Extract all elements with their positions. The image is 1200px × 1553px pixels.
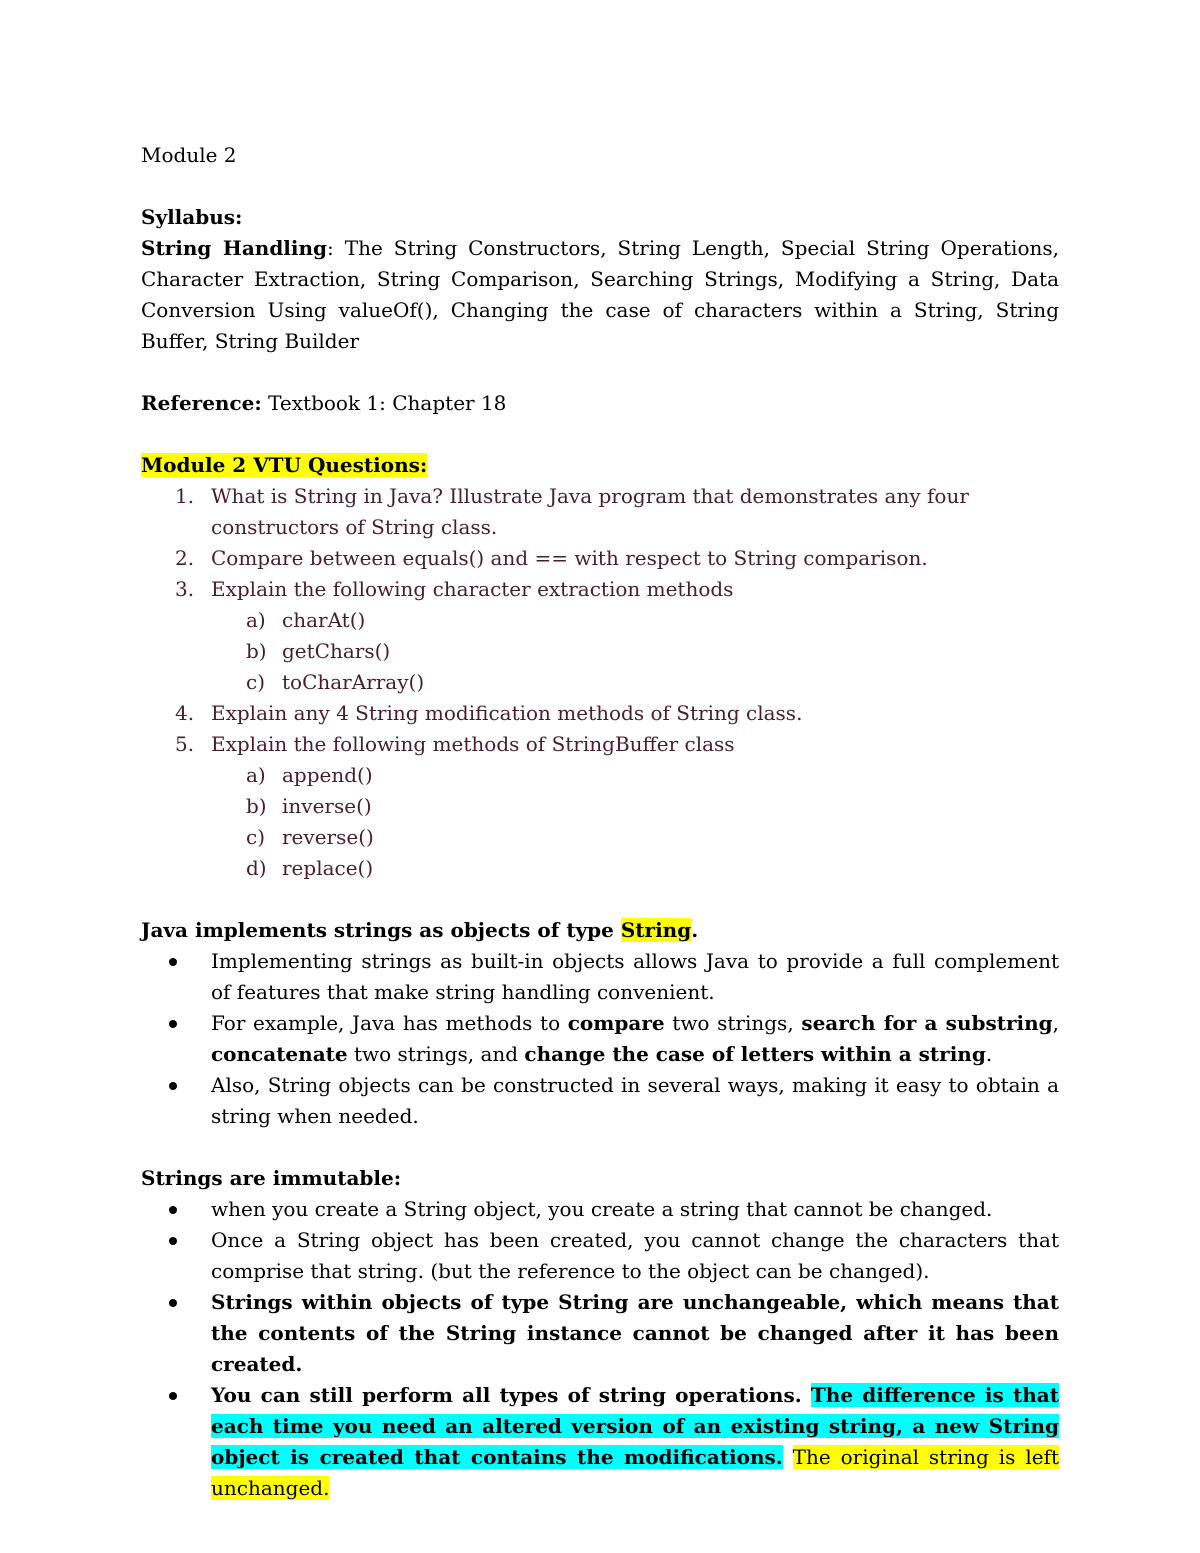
question-number: 1. [175, 484, 195, 508]
bullet-text: Implementing strings as built-in objects allows Java to provide a full complement of features that make string handling convenient. [211, 949, 1059, 1004]
bullet-text: Also, String objects can be constructed in several ways, making it easy to obtain a string when needed. [211, 1073, 1059, 1128]
reference-line [141, 388, 1059, 419]
bullet-icon [169, 958, 177, 966]
sub-text: toCharArray() [282, 670, 425, 694]
sub-text: getChars() [282, 639, 391, 663]
question-item [141, 698, 1059, 729]
java-strings-heading-end: . [691, 918, 699, 942]
sub-letter: c) [246, 825, 266, 849]
sub-item [141, 853, 1059, 884]
question-text: Compare between equals() and == with respect to String comparison. [211, 546, 928, 570]
reference-label: Reference: [141, 391, 262, 415]
question-text: What is String in Java? Illustrate Java program that demonstrates any four constructors of String class. [211, 484, 969, 539]
module-title: Module 2 [141, 143, 237, 167]
question-item [141, 543, 1059, 574]
sub-letter: a) [246, 608, 266, 632]
bullet-item [141, 1008, 1059, 1070]
sub-text: reverse() [282, 825, 374, 849]
sub-item [141, 636, 1059, 667]
question-text: Explain the following character extraction methods [211, 577, 734, 601]
question-number: 4. [175, 701, 195, 725]
bullet-item [141, 1380, 1059, 1504]
bullet-text-bold: You can still perform all types of string operations. [211, 1383, 811, 1407]
bullet-item [141, 1194, 1059, 1225]
bullet-text-cyan-highlight: The difference is that each time you need an altered version of an existing string, a new String object is created that contains the modifications. [211, 1383, 1059, 1469]
question-item [141, 729, 1059, 760]
sub-letter: a) [246, 763, 266, 787]
sub-item [141, 667, 1059, 698]
bullet-text: Strings within objects of type String are unchangeable, which means that the contents of the String instance cannot be changed after it has been created. [211, 1290, 1059, 1376]
java-strings-bullets [141, 946, 1059, 1132]
bullet-item [141, 946, 1059, 1008]
syllabus-topic-text: : The String Constructors, String Length, Special String Operations, Character Extraction, String Comparison, Searching Strings, Modifying a String, Data Conversion Using valueOf(), Changing the case of characters within a String, String Buffer, String Builder [141, 236, 1059, 353]
sub-text: charAt() [282, 608, 366, 632]
bullet-icon [169, 1020, 177, 1028]
java-strings-heading-highlight: String [620, 918, 692, 942]
sub-letter: c) [246, 670, 266, 694]
bullet-item [141, 1225, 1059, 1287]
bullet-icon [169, 1206, 177, 1214]
question-text: Explain any 4 String modification methods of String class. [211, 701, 803, 725]
bullet-item [141, 1287, 1059, 1380]
question-number: 2. [175, 546, 195, 570]
vtu-heading-text: Module 2 VTU Questions: [141, 453, 428, 477]
sub-text: replace() [282, 856, 374, 880]
sub-item [141, 822, 1059, 853]
reference-text: Textbook 1: Chapter 18 [261, 391, 507, 415]
bullet-icon [169, 1392, 177, 1400]
document-body [141, 140, 1059, 1504]
bullet-icon [169, 1237, 177, 1245]
vtu-questions-list-cont [141, 698, 1059, 760]
immutable-heading: Strings are immutable: [141, 1166, 402, 1190]
syllabus-paragraph [141, 233, 1059, 357]
bullet-keyword: concatenate [211, 1042, 348, 1066]
sub-item [141, 605, 1059, 636]
vtu-questions-list [141, 481, 1059, 605]
bullet-icon [169, 1082, 177, 1090]
bullet-text: For example, Java has methods to [211, 1011, 568, 1035]
java-strings-heading-text: Java implements strings as objects of type [141, 918, 621, 942]
q5-sub-list [141, 760, 1059, 884]
bullet-text-yellow-highlight: The original string is left unchanged. [211, 1445, 1059, 1500]
bullet-text: , [1052, 1011, 1059, 1035]
sub-item [141, 791, 1059, 822]
sub-letter: b) [246, 639, 267, 663]
question-item [141, 481, 1059, 543]
question-number: 3. [175, 577, 195, 601]
bullet-text: . [985, 1042, 993, 1066]
question-number: 5. [175, 732, 195, 756]
bullet-keyword: compare [567, 1011, 665, 1035]
java-strings-heading [141, 915, 1059, 946]
syllabus-topic-label: String Handling [141, 236, 328, 260]
sub-text: inverse() [282, 794, 372, 818]
bullet-text: two strings, and [347, 1042, 525, 1066]
sub-letter: b) [246, 794, 267, 818]
question-text: Explain the following methods of StringBuffer class [211, 732, 735, 756]
vtu-heading [141, 450, 1059, 481]
bullet-text: when you create a String object, you create a string that cannot be changed. [211, 1197, 993, 1221]
sub-item [141, 760, 1059, 791]
bullet-space [783, 1445, 793, 1469]
bullet-text: two strings, [664, 1011, 802, 1035]
syllabus-heading: Syllabus: [141, 205, 243, 229]
bullet-icon [169, 1299, 177, 1307]
bullet-keyword: search for a substring [801, 1011, 1053, 1035]
immutable-bullets [141, 1194, 1059, 1504]
q3-sub-list [141, 605, 1059, 698]
bullet-text: Once a String object has been created, you cannot change the characters that comprise that string. (but the reference to the object can be changed). [211, 1228, 1059, 1283]
bullet-item [141, 1070, 1059, 1132]
sub-text: append() [282, 763, 373, 787]
question-item [141, 574, 1059, 605]
sub-letter: d) [246, 856, 267, 880]
bullet-keyword: change the case of letters within a string [524, 1042, 986, 1066]
